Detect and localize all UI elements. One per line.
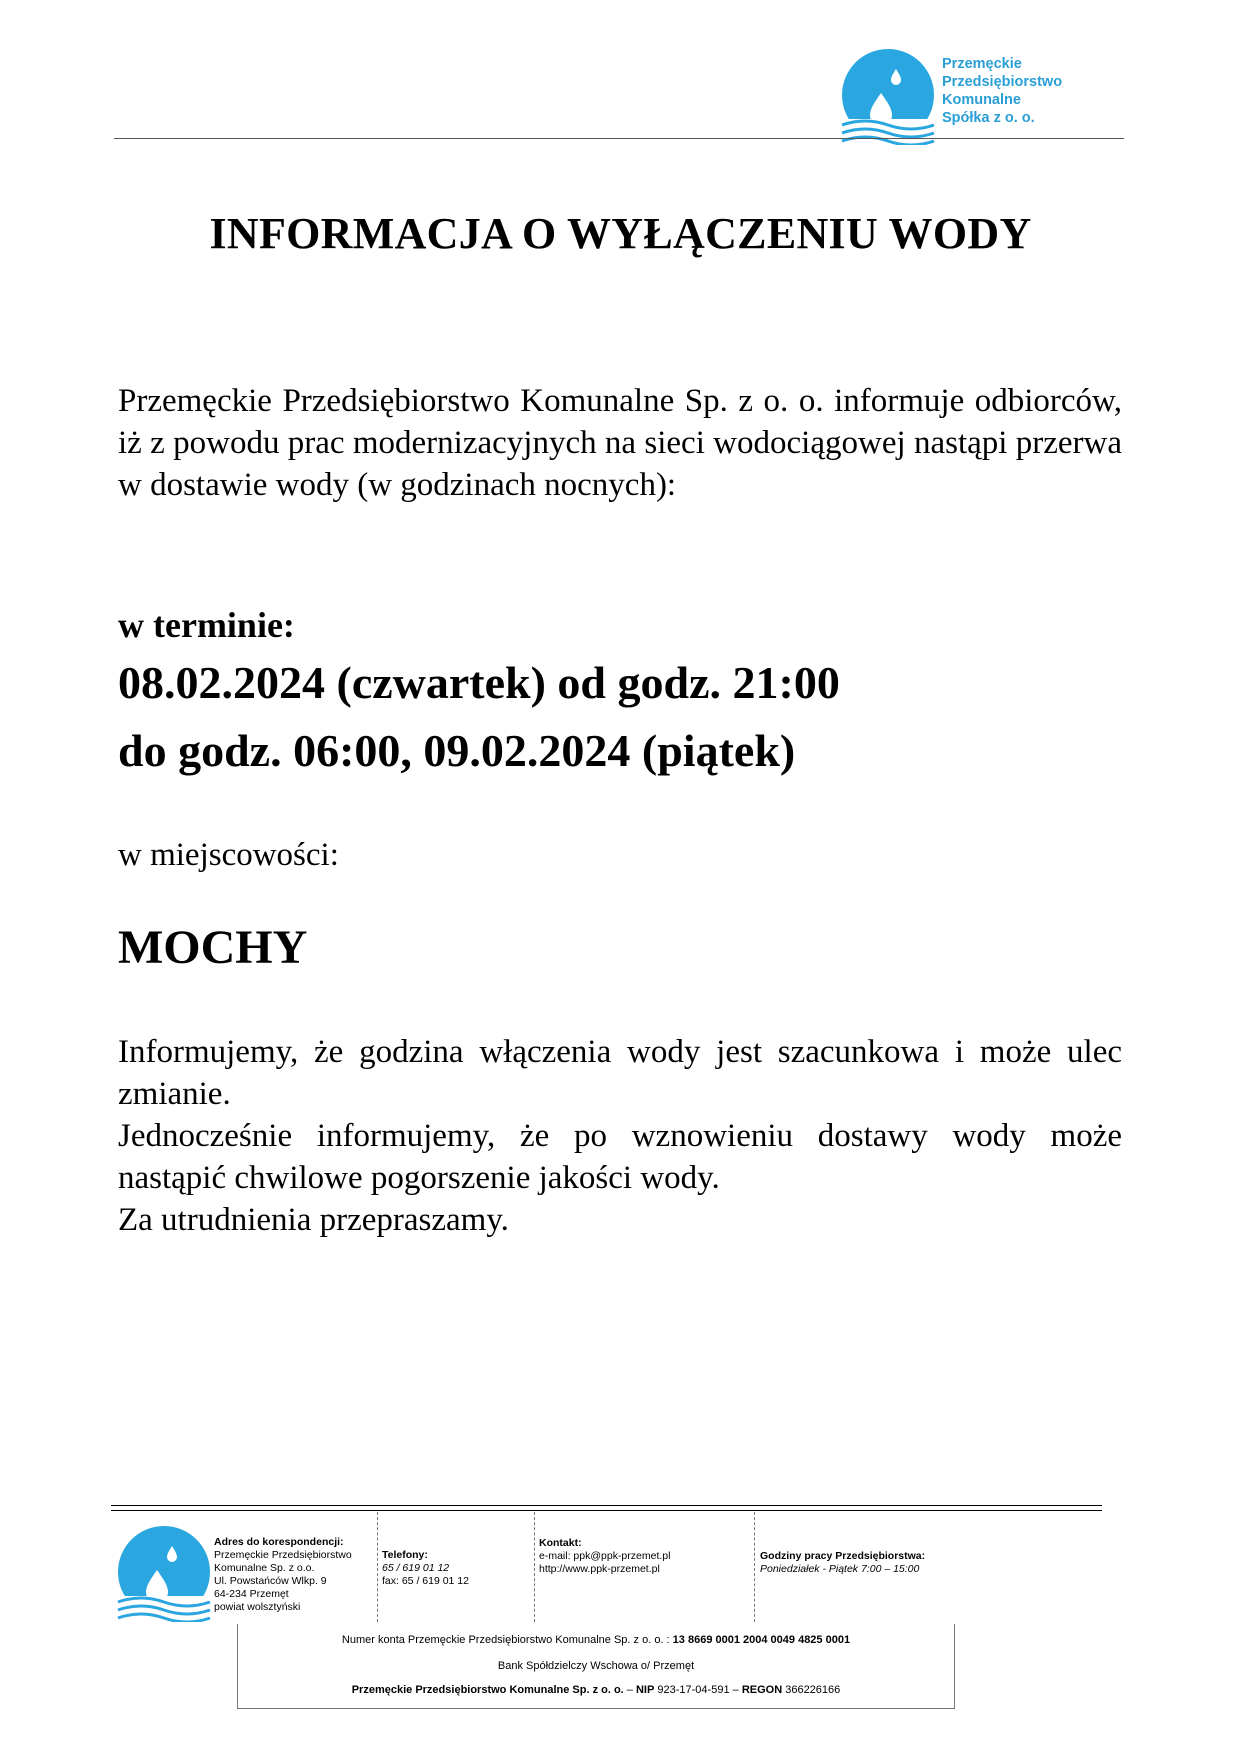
footer-address-line: Przemęckie Przedsiębiorstwo bbox=[214, 1549, 352, 1561]
footer-address-line: Ul. Powstańców Wlkp. 9 bbox=[214, 1575, 327, 1587]
footer-contact bbox=[539, 1537, 749, 1576]
footer-hours-label: Godziny pracy Przedsiębiorstwa: bbox=[760, 1550, 926, 1562]
footer-hours-value: Poniedziałek - Piątek 7:00 – 15:00 bbox=[760, 1563, 920, 1575]
company-name-line: Komunalne bbox=[942, 92, 1021, 108]
company-name-line: Przemęckie bbox=[942, 56, 1022, 72]
place-name: MOCHY bbox=[118, 921, 308, 974]
footer-website-link[interactable]: http://www.ppk-przemet.pl bbox=[539, 1563, 660, 1575]
footer-phone-label: Telefony: bbox=[382, 1549, 428, 1561]
place-label: w miejscowości: bbox=[118, 837, 339, 873]
outage-start: 08.02.2024 (czwartek) od godz. 21:00 bbox=[118, 657, 840, 708]
closing-paragraph: Jednocześnie informujemy, że po wznowieniu dostawy wody może nastąpić chwilowe pogorszenie jakości wody. bbox=[118, 1118, 1122, 1196]
term-label: w terminie: bbox=[118, 605, 295, 645]
outage-end: do godz. 06:00, 09.02.2024 (piątek) bbox=[118, 725, 796, 776]
footer-address-line: Komunalne Sp. z o.o. bbox=[214, 1562, 315, 1574]
bank-info-box bbox=[237, 1624, 955, 1709]
registry-company: Przemęckie Przedsiębiorstwo Komunalne Sp. z o. o. bbox=[351, 1684, 624, 1696]
footer-phone-line: 65 / 619 01 12 bbox=[382, 1562, 450, 1574]
company-name-line: Przedsiębiorstwo bbox=[942, 74, 1063, 90]
closing-paragraphs bbox=[118, 1031, 1122, 1241]
footer-email-link[interactable]: e-mail: ppk@ppk-przemet.pl bbox=[539, 1550, 671, 1562]
company-name-line: Spółka z o. o. bbox=[942, 110, 1035, 126]
footer-address-line: powiat wolsztyński bbox=[214, 1601, 301, 1613]
footer-address-label: Adres do korespondencji: bbox=[214, 1536, 344, 1548]
company-registry-line: Przemęckie Przedsiębiorstwo Komunalne Sp. z o. o. – NIP 923-17-04-591 – REGON 366226166 bbox=[351, 1684, 841, 1696]
footer-address bbox=[214, 1536, 374, 1614]
bank-account-number: 13 8669 0001 2004 0049 4825 0001 bbox=[672, 1634, 851, 1646]
footer-phones bbox=[382, 1549, 532, 1588]
company-logo bbox=[838, 45, 938, 145]
footer-separator bbox=[754, 1512, 755, 1622]
nip-label: NIP bbox=[635, 1684, 655, 1696]
intro-paragraph: Przemęckie Przedsiębiorstwo Komunalne Sp. z o. o. informuje odbiorców, iż z powodu prac modernizacyjnych na sieci wodociągowej nastąpi przerwa w dostawie wody (w godzinach nocnych): bbox=[118, 383, 1122, 503]
header-divider bbox=[114, 138, 1124, 139]
footer-contact-label: Kontakt: bbox=[539, 1537, 582, 1549]
closing-paragraph: Informujemy, że godzina włączenia wody jest szacunkowa i może ulec zmianie. bbox=[118, 1034, 1122, 1112]
bank-name: Bank Spółdzielczy Wschowa o/ Przemęt bbox=[497, 1660, 695, 1672]
closing-paragraph: Za utrudnienia przepraszamy. bbox=[118, 1202, 509, 1238]
regon-label: REGON bbox=[741, 1684, 783, 1696]
regon-value: 366226166 bbox=[785, 1684, 841, 1696]
footer-hours bbox=[760, 1550, 1010, 1576]
nip-value: 923-17-04-591 bbox=[657, 1684, 730, 1696]
document-title: INFORMACJA O WYŁĄCZENIU WODY bbox=[209, 209, 1032, 258]
footer-separator bbox=[377, 1512, 378, 1622]
footer-address-line: 64-234 Przemęt bbox=[214, 1588, 289, 1600]
bank-account-prefix: Numer konta Przemęckie Przedsiębiorstwo Komunalne Sp. z o. o. : bbox=[341, 1634, 670, 1646]
footer-divider bbox=[111, 1505, 1102, 1511]
company-name bbox=[942, 55, 1062, 127]
bank-account-line bbox=[238, 1634, 954, 1646]
footer-logo bbox=[114, 1522, 214, 1622]
footer-fax-line: fax: 65 / 619 01 12 bbox=[382, 1575, 469, 1587]
footer-separator bbox=[534, 1512, 535, 1622]
